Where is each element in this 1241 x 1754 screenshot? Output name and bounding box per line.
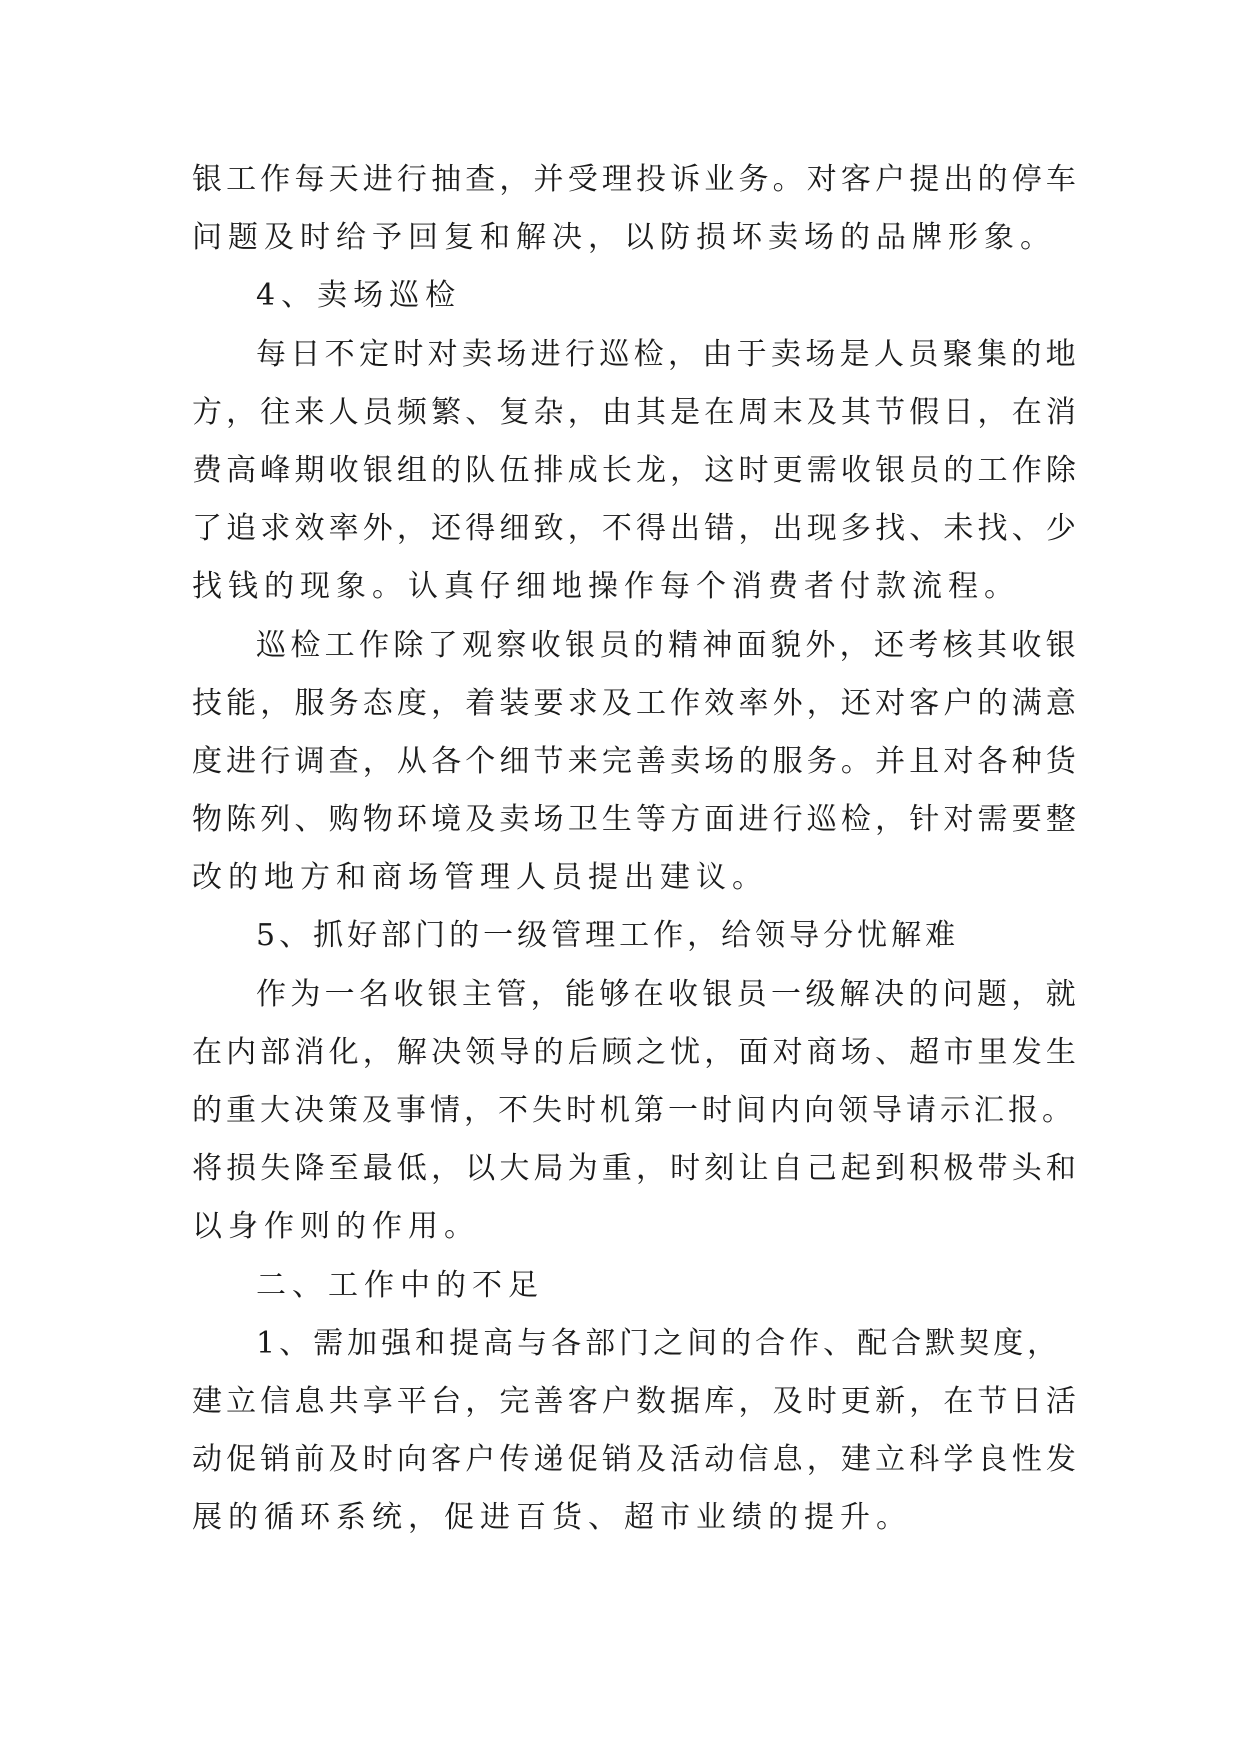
text-line: 建立信息共享平台，完善客户数据库，及时更新，在节日活 [192,1384,1080,1419]
text-line: 1、需加强和提高与各部门之间的合作、配合默契度， [256,1326,1062,1361]
text-line: 的重大决策及事情，不失时机第一时间内向领导请示汇报。 [192,1093,1076,1128]
text-line: 在内部消化，解决领导的后顾之忧，面对商场、超市里发生 [192,1035,1080,1070]
text-line: 找钱的现象。认真仔细地操作每个消费者付款流程。 [192,569,1020,604]
section-heading: 二、工作中的不足 [256,1268,544,1303]
text-line: 巡检工作除了观察收银员的精神面貌外，还考核其收银 [256,628,1080,663]
text-line: 银工作每天进行抽查，并受理投诉业务。对客户提出的停车 [192,162,1080,197]
text-line: 方，往来人员频繁、复杂，由其是在周末及其节假日，在消 [192,395,1080,430]
text-line: 物陈列、购物环境及卖场卫生等方面进行巡检，针对需要整 [192,802,1080,837]
text-line: 以身作则的作用。 [192,1209,480,1244]
text-line: 每日不定时对卖场进行巡检，由于卖场是人员聚集的地 [256,337,1080,372]
text-line: 问题及时给予回复和解决，以防损坏卖场的品牌形象。 [192,220,1056,255]
text-line: 度进行调查，从各个细节来完善卖场的服务。并且对各种货 [192,744,1080,779]
text-line: 将损失降至最低，以大局为重，时刻让自己起到积极带头和 [192,1151,1080,1186]
text-line: 技能，服务态度，着装要求及工作效率外，还对客户的满意 [192,686,1080,721]
text-line: 了追求效率外，还得细致，不得出错，出现多找、未找、少 [192,511,1080,546]
text-line: 改的地方和商场管理人员提出建议。 [192,860,768,895]
text-line: 作为一名收银主管，能够在收银员一级解决的问题，就 [256,977,1080,1012]
section-heading: 4、卖场巡检 [256,278,462,313]
section-heading: 5、抓好部门的一级管理工作，给领导分忧解难 [256,918,960,953]
text-line: 费高峰期收银组的队伍排成长龙，这时更需收银员的工作除 [192,453,1080,488]
text-line: 展的循环系统，促进百货、超市业绩的提升。 [192,1500,912,1535]
text-line: 动促销前及时向客户传递促销及活动信息，建立科学良性发 [192,1442,1080,1477]
